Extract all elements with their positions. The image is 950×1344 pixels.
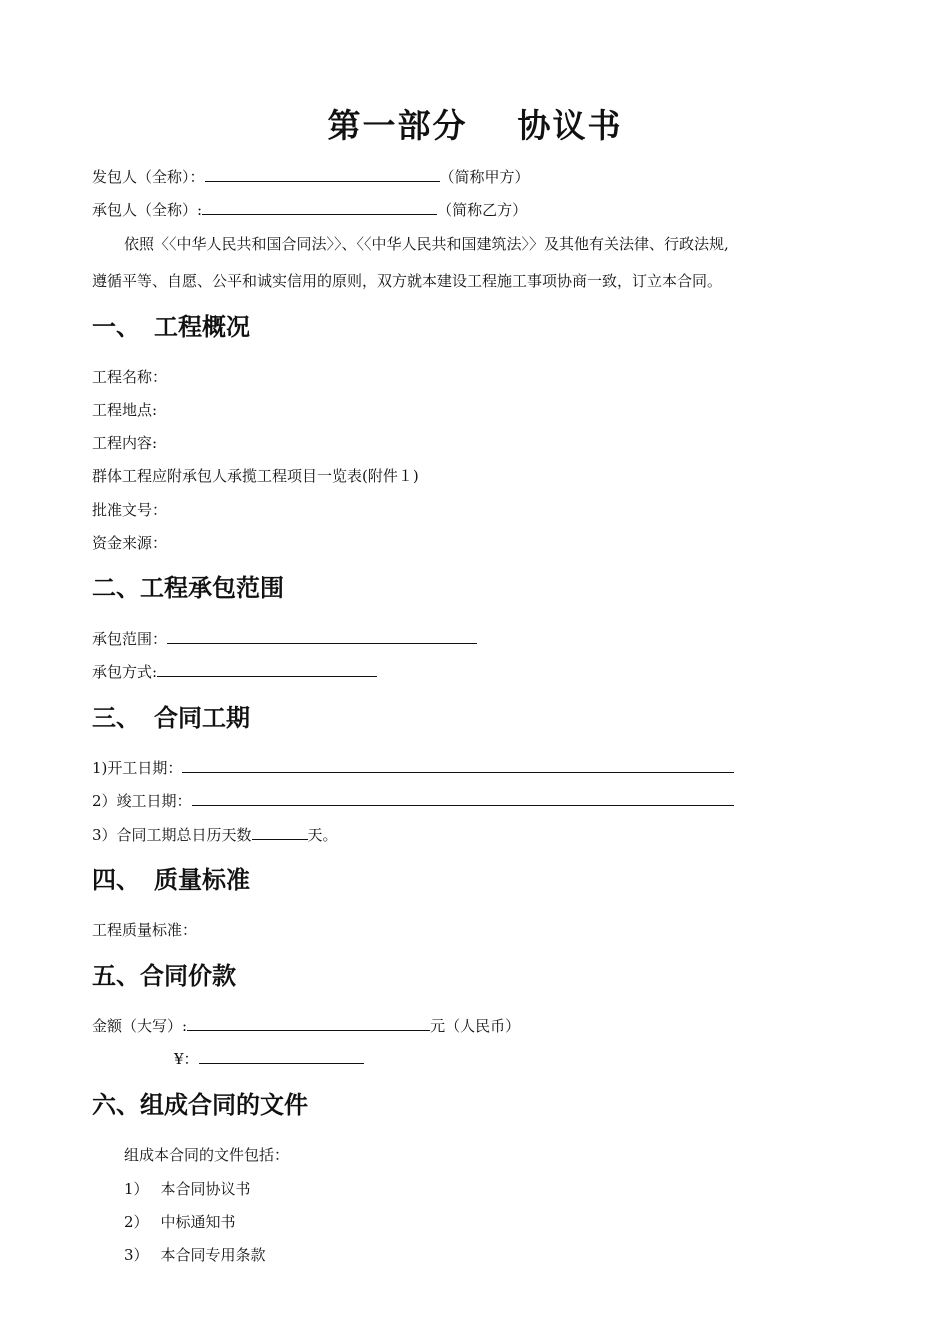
- title-name: 协议书: [517, 106, 623, 145]
- section-4-heading: 四、 质量标准: [92, 866, 250, 894]
- section-1-heading: 一、 工程概况: [92, 313, 250, 341]
- employer-label: 发包人（全称）：: [92, 168, 205, 186]
- contractor-label: 承包人（全称）:: [92, 201, 203, 219]
- project-list-note: 群体工程应附承包人承揽工程项目一览表(附件１): [92, 467, 419, 485]
- method-label: 承包方式:: [92, 663, 158, 681]
- total-days-field[interactable]: [252, 825, 308, 840]
- method-field[interactable]: [157, 662, 377, 677]
- project-location-label: 工程地点:: [92, 401, 158, 419]
- amount-suffix: 元（人民币）: [430, 1017, 521, 1035]
- document-item-2: 2） 中标通知书: [124, 1213, 236, 1231]
- section-6-heading: 六、组成合同的文件: [92, 1091, 308, 1119]
- end-date-line: [92, 791, 734, 811]
- total-days-suffix: 天。: [307, 826, 338, 844]
- amount-field[interactable]: [187, 1016, 430, 1031]
- total-days-line: [92, 825, 338, 845]
- preamble-line-2: 遵循平等、自愿、公平和诚实信用的原则，双方就本建设工程施工事项协商一致，订立本合同。: [92, 272, 723, 290]
- section-5-heading: 五、合同价款: [92, 962, 236, 990]
- employer-name-field[interactable]: [205, 167, 440, 182]
- yen-label: ¥：: [174, 1050, 199, 1068]
- contractor-name-field[interactable]: [202, 200, 437, 215]
- scope-field[interactable]: [167, 629, 477, 644]
- start-date-line: [92, 758, 734, 778]
- approval-number-label: 批准文号：: [92, 501, 168, 519]
- preamble-line-1: 依照〈〈中华人民共和国合同法〉〉、〈〈中华人民共和国建筑法〉〉及其他有关法律、行政法规,: [124, 235, 729, 253]
- contractor-line: [92, 200, 527, 220]
- documents-intro: 组成本合同的文件包括：: [124, 1146, 290, 1164]
- amount-label: 金额（大写）:: [92, 1017, 188, 1035]
- contractor-suffix: （简称乙方）: [437, 201, 528, 219]
- document-title: [0, 100, 950, 147]
- start-date-label: 1)开工日期：: [92, 759, 183, 777]
- funding-source-label: 资金来源：: [92, 534, 168, 552]
- end-date-label: 2）竣工日期：: [92, 792, 192, 810]
- yen-line: [174, 1049, 364, 1069]
- amount-line: [92, 1016, 520, 1036]
- quality-standard-label: 工程质量标准：: [92, 921, 198, 939]
- section-3-heading: 三、 合同工期: [92, 704, 250, 732]
- document-item-1: 1） 本合同协议书: [124, 1180, 251, 1198]
- section-2-heading: 二、工程承包范围: [92, 574, 284, 602]
- title-part: 第一部分: [327, 106, 468, 145]
- project-name-label: 工程名称：: [92, 368, 168, 386]
- yen-amount-field[interactable]: [199, 1049, 364, 1064]
- method-line: [92, 662, 377, 682]
- end-date-field[interactable]: [192, 791, 734, 806]
- employer-suffix: （简称甲方）: [439, 168, 530, 186]
- scope-line: [92, 629, 477, 649]
- employer-line: [92, 167, 530, 187]
- scope-label: 承包范围：: [92, 630, 168, 648]
- total-days-label: 3）合同工期总日历天数: [92, 826, 252, 844]
- document-item-3: 3） 本合同专用条款: [124, 1246, 266, 1264]
- start-date-field[interactable]: [182, 758, 734, 773]
- project-content-label: 工程内容:: [92, 434, 158, 452]
